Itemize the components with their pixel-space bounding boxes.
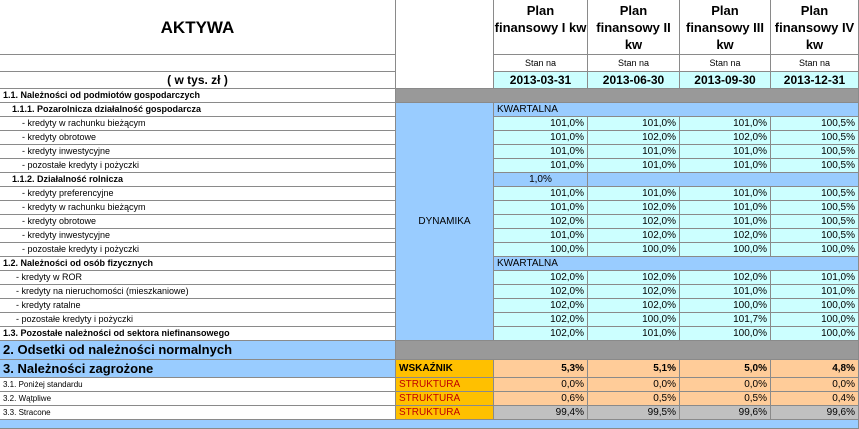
value-s31-2[interactable]: 0,0% [588, 378, 680, 392]
value-r8-4[interactable]: 100,0% [771, 243, 859, 257]
value-s33-2[interactable]: 99,5% [588, 406, 680, 420]
value-s31-3[interactable]: 0,0% [680, 378, 771, 392]
wskaznik-cell[interactable]: WSKAŹNIK [396, 360, 494, 378]
value-s13-2[interactable]: 101,0% [588, 327, 680, 341]
value-s32-4[interactable]: 0,4% [771, 392, 859, 406]
section-1-3[interactable]: 1.3. Pozostałe należności od sektora niefinansowego [0, 327, 396, 341]
value-r2-4[interactable]: 100,5% [771, 145, 859, 159]
value-r1-1[interactable]: 101,0% [494, 131, 588, 145]
stan-na-4[interactable]: Stan na [771, 55, 859, 72]
value-r8-1[interactable]: 100,0% [494, 243, 588, 257]
value-r5-4[interactable]: 100,5% [771, 201, 859, 215]
value-r5-3[interactable]: 101,0% [680, 201, 771, 215]
value-r6-2[interactable]: 102,0% [588, 215, 680, 229]
date-header-4[interactable]: 2013-12-31 [771, 72, 859, 89]
section-3[interactable]: 3. Należności zagrożone [0, 360, 396, 378]
value-r10-4[interactable]: 101,0% [771, 285, 859, 299]
value-s31-1[interactable]: 0,0% [494, 378, 588, 392]
value-r3-1[interactable]: 101,0% [494, 159, 588, 173]
value-r1-3[interactable]: 102,0% [680, 131, 771, 145]
value-r2-3[interactable]: 101,0% [680, 145, 771, 159]
value-r11-1[interactable]: 102,0% [494, 299, 588, 313]
value-r9-2[interactable]: 102,0% [588, 271, 680, 285]
row-label-0[interactable]: - kredyty w rachunku bieżącym [0, 117, 396, 131]
row-label-1[interactable]: - kredyty obrotowe [0, 131, 396, 145]
header-blank-cell[interactable] [396, 0, 494, 89]
value-s33-1[interactable]: 99,4% [494, 406, 588, 420]
value-s31-4[interactable]: 0,0% [771, 378, 859, 392]
stan-na-1[interactable]: Stan na [494, 55, 588, 72]
value-s33-4[interactable]: 99,6% [771, 406, 859, 420]
value-r12-4[interactable]: 100,0% [771, 313, 859, 327]
units-cell[interactable]: ( w tys. zł ) [0, 72, 396, 89]
value-r12-2[interactable]: 100,0% [588, 313, 680, 327]
value-s32-3[interactable]: 0,5% [680, 392, 771, 406]
row-label-5[interactable]: - kredyty w rachunku bieżącym [0, 201, 396, 215]
value-r7-3[interactable]: 102,0% [680, 229, 771, 243]
struktura-s31[interactable]: STRUKTURA [396, 378, 494, 392]
section-s32[interactable]: 3.2. Wątpliwe [0, 392, 396, 406]
row-label-2[interactable]: - kredyty inwestycyjne [0, 145, 396, 159]
struktura-s32[interactable]: STRUKTURA [396, 392, 494, 406]
plan-header-1[interactable]: Plan finansowy I kw [494, 0, 588, 55]
value-s13-4[interactable]: 100,0% [771, 327, 859, 341]
row-label-11[interactable]: - kredyty ratalne [0, 299, 396, 313]
title-cell[interactable]: AKTYWA [0, 0, 396, 55]
value-r0-1[interactable]: 101,0% [494, 117, 588, 131]
value-r12-3[interactable]: 101,7% [680, 313, 771, 327]
value-r4-3[interactable]: 101,0% [680, 187, 771, 201]
value-r6-4[interactable]: 100,5% [771, 215, 859, 229]
stan-na-2[interactable]: Stan na [588, 55, 680, 72]
value-s32-1[interactable]: 0,6% [494, 392, 588, 406]
value-r3-3[interactable]: 101,0% [680, 159, 771, 173]
row-label-7[interactable]: - kredyty inwestycyjne [0, 229, 396, 243]
section-2-filler [396, 341, 859, 360]
struktura-s33[interactable]: STRUKTURA [396, 406, 494, 420]
value-r6-3[interactable]: 101,0% [680, 215, 771, 229]
date-header-2[interactable]: 2013-06-30 [588, 72, 680, 89]
value-r3-2[interactable]: 101,0% [588, 159, 680, 173]
value-r5-1[interactable]: 101,0% [494, 201, 588, 215]
value-r9-4[interactable]: 101,0% [771, 271, 859, 285]
value-s3-1[interactable]: 5,3% [494, 360, 588, 378]
value-r11-4[interactable]: 100,0% [771, 299, 859, 313]
jeden-procent[interactable]: 1,0% [494, 173, 588, 187]
row-label-4[interactable]: - kredyty preferencyjne [0, 187, 396, 201]
plan-header-2[interactable]: Plan finansowy II kw [588, 0, 680, 55]
units-label-spacer[interactable] [0, 55, 396, 72]
value-r1-2[interactable]: 102,0% [588, 131, 680, 145]
value-r6-1[interactable]: 102,0% [494, 215, 588, 229]
value-r4-4[interactable]: 100,5% [771, 187, 859, 201]
value-r4-2[interactable]: 101,0% [588, 187, 680, 201]
value-r8-2[interactable]: 100,0% [588, 243, 680, 257]
value-r5-2[interactable]: 102,0% [588, 201, 680, 215]
value-r4-1[interactable]: 101,0% [494, 187, 588, 201]
section-1-1-filler [396, 89, 859, 103]
dynamika-cell[interactable]: DYNAMIKA [396, 103, 494, 341]
value-r11-3[interactable]: 100,0% [680, 299, 771, 313]
value-s3-2[interactable]: 5,1% [588, 360, 680, 378]
value-r0-4[interactable]: 100,5% [771, 117, 859, 131]
kwartalna-1[interactable]: KWARTALNA [494, 103, 859, 117]
row-label-6[interactable]: - kredyty obrotowe [0, 215, 396, 229]
date-header-3[interactable]: 2013-09-30 [680, 72, 771, 89]
section-s31[interactable]: 3.1. Poniżej standardu [0, 378, 396, 392]
section-1-1-2-filler [588, 173, 859, 187]
date-header-1[interactable]: 2013-03-31 [494, 72, 588, 89]
section-s33[interactable]: 3.3. Stracone [0, 406, 396, 420]
section-2[interactable]: 2. Odsetki od należności normalnych [0, 341, 396, 360]
bottom-bar [0, 420, 859, 429]
value-r9-1[interactable]: 102,0% [494, 271, 588, 285]
section-1-1-2[interactable]: 1.1.2. Działalność rolnicza [0, 173, 396, 187]
value-r11-2[interactable]: 102,0% [588, 299, 680, 313]
section-1-1[interactable]: 1.1. Należności od podmiotów gospodarczych [0, 89, 396, 103]
value-r2-1[interactable]: 101,0% [494, 145, 588, 159]
row-label-3[interactable]: - pozostałe kredyty i pożyczki [0, 159, 396, 173]
value-r2-2[interactable]: 101,0% [588, 145, 680, 159]
stan-na-3[interactable]: Stan na [680, 55, 771, 72]
value-r9-3[interactable]: 102,0% [680, 271, 771, 285]
section-1-1-1[interactable]: 1.1.1. Pozarolnicza działalność gospodarcza [0, 103, 396, 117]
kwartalna-2[interactable]: KWARTALNA [494, 257, 859, 271]
value-s13-3[interactable]: 100,0% [680, 327, 771, 341]
plan-header-4[interactable]: Plan finansowy IV kw [771, 0, 859, 55]
value-r10-1[interactable]: 102,0% [494, 285, 588, 299]
value-s3-3[interactable]: 5,0% [680, 360, 771, 378]
value-r7-1[interactable]: 101,0% [494, 229, 588, 243]
value-r12-1[interactable]: 102,0% [494, 313, 588, 327]
plan-header-3[interactable]: Plan finansowy III kw [680, 0, 771, 55]
value-r0-2[interactable]: 101,0% [588, 117, 680, 131]
row-label-10[interactable]: - kredyty na nieruchomości (mieszkaniowe) [0, 285, 396, 299]
value-r0-3[interactable]: 101,0% [680, 117, 771, 131]
value-r7-2[interactable]: 102,0% [588, 229, 680, 243]
row-label-8[interactable]: - pozostałe kredyty i pożyczki [0, 243, 396, 257]
row-label-12[interactable]: - pozostałe kredyty i pożyczki [0, 313, 396, 327]
value-r3-4[interactable]: 100,5% [771, 159, 859, 173]
section-1-2[interactable]: 1.2. Należności od osób fizycznych [0, 257, 396, 271]
value-s3-4[interactable]: 4,8% [771, 360, 859, 378]
value-s13-1[interactable]: 102,0% [494, 327, 588, 341]
value-s33-3[interactable]: 99,6% [680, 406, 771, 420]
value-r1-4[interactable]: 100,5% [771, 131, 859, 145]
value-r7-4[interactable]: 100,5% [771, 229, 859, 243]
value-r10-2[interactable]: 102,0% [588, 285, 680, 299]
row-label-9[interactable]: - kredyty w ROR [0, 271, 396, 285]
value-r10-3[interactable]: 101,0% [680, 285, 771, 299]
value-s32-2[interactable]: 0,5% [588, 392, 680, 406]
value-r8-3[interactable]: 100,0% [680, 243, 771, 257]
